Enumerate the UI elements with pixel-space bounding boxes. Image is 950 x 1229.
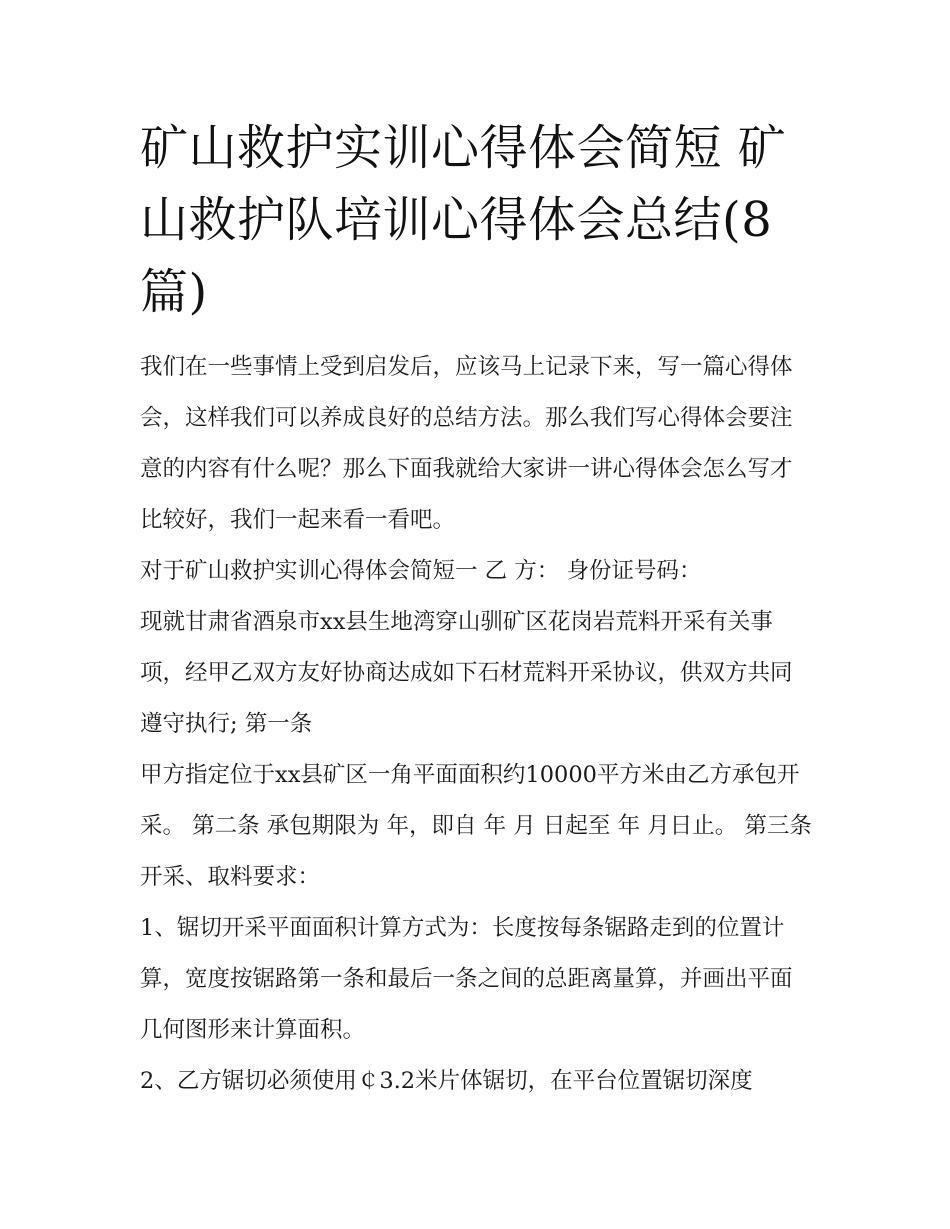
paragraph-article-1-2: 甲方指定位于xx县矿区一角平面面积约10000平方米由乙方承包开采。 第二条 承包期限为 年，即自 年 月 日起至 年 月日止。 第三条 开采、取料要求： (140, 762, 812, 890)
document-title: 矿山救护实训心得体会简短 矿山救护队培训心得体会总结(8篇) (140, 120, 787, 320)
paragraph-intro: 我们在一些事情上受到启发后，应该马上记录下来，写一篇心得体会，这样我们可以养成良好的总结方法。那么我们写心得体会要注意的内容有什么呢？那么下面我就给大家讲一讲心得体会怎么写才比较好，我们一起来看一看吧。 (140, 354, 793, 533)
document-body (140, 112, 812, 1107)
paragraph-agreement-intro: 现就甘肃省酒泉市xx县生地湾穿山驯矿区花岗岩荒料开采有关事项，经甲乙双方友好协商达成如下石材荒料开采协议，供双方共同遵守执行; 第一条 (140, 609, 793, 737)
paragraph-item-1: 1、锯切开采平面面积计算方式为：长度按每条锯路走到的位置计算，宽度按锯路第一条和最后一条之间的总距离量算，并画出平面几何图形来计算面积。 (140, 915, 793, 1043)
paragraph-section-heading: 对于矿山救护实训心得体会简短一 乙 方： 身份证号码： (140, 558, 702, 584)
paragraph-item-2: 2、乙方锯切必须使用￠3.2米片体锯切，在平台位置锯切深度 (140, 1068, 753, 1094)
